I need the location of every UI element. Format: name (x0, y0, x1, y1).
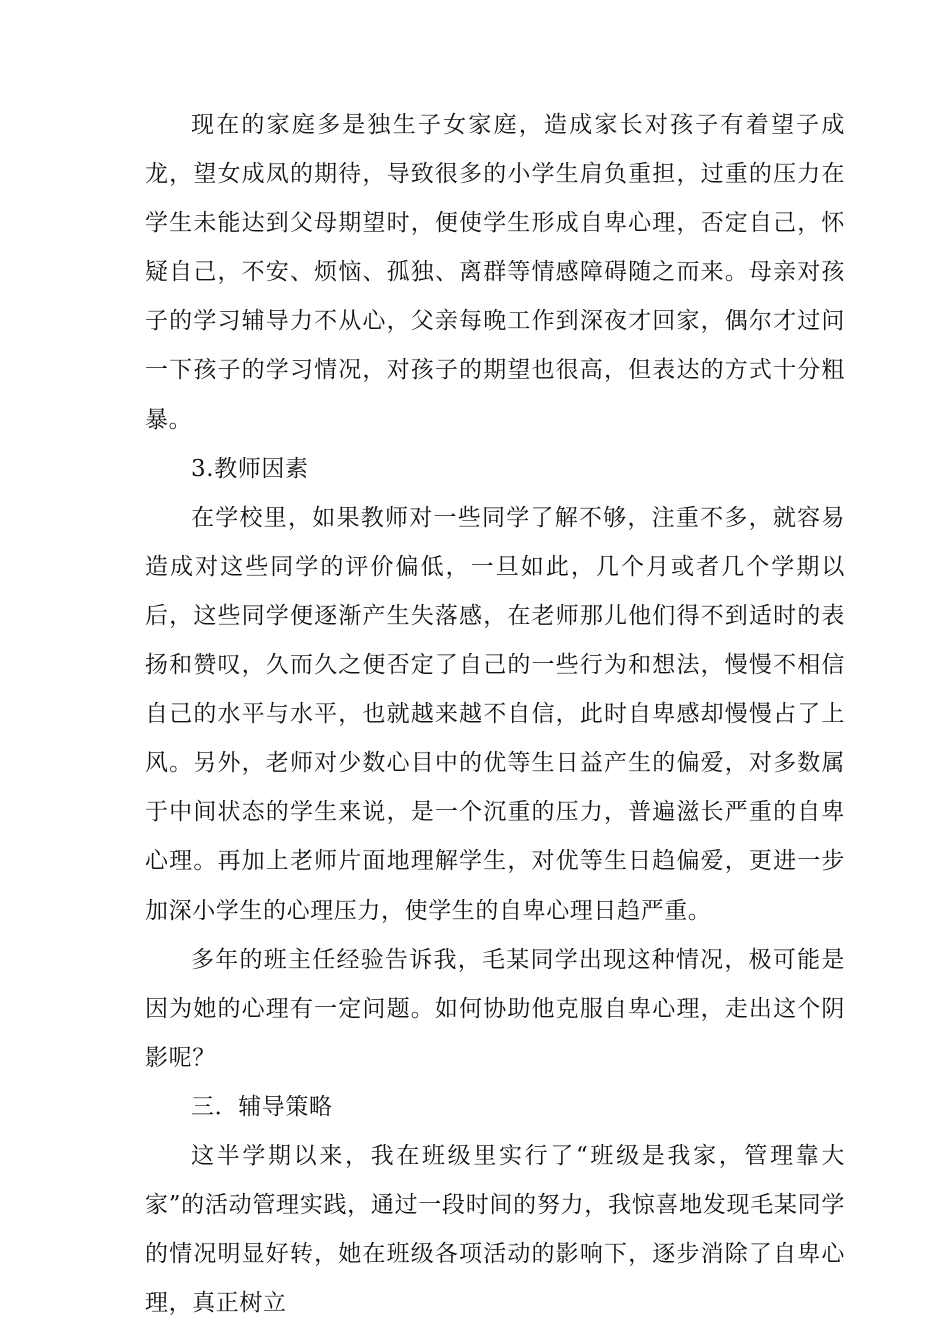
section-heading-teacher-factors: 3.教师因素 (191, 455, 309, 482)
section-heading-counseling-strategy: 三．辅导策略 (191, 1093, 333, 1120)
paragraph-family-factors: 现在的家庭多是独生子女家庭，造成家长对孩子有着望子成龙，望女成凤的期待，导致很多的小学生肩负重担，过重的压力在学生未能达到父母期望时，便使学生形成自卑心理，否定自己，怀疑自己，不安、烦恼、孤独、离群等情感障碍随之而来。母亲对孩子的学习辅导力不从心，父亲每晚工作到深夜才回家，偶尔才过问一下孩子的学习情况，对孩子的期望也很高，但表达的方式十分粗暴。 (145, 112, 845, 433)
paragraph-teacher-experience: 多年的班主任经验告诉我，毛某同学出现这种情况，极可能是因为她的心理有一定问题。如何协助他克服自卑心理，走出这个阴影呢？ (145, 946, 845, 1071)
paragraph-counseling-strategy: 这半学期以来，我在班级里实行了“班级是我家，管理靠大家”的活动管理实践，通过一段时间的努力，我惊喜地发现毛某同学的情况明显好转，她在班级各项活动的影响下，逐步消除了自卑心理，真正树立 (145, 1142, 845, 1317)
paragraph-teacher-factors: 在学校里，如果教师对一些同学了解不够，注重不多，就容易造成对这些同学的评价偏低，一旦如此，几个月或者几个学期以后，这些同学便逐渐产生失落感，在老师那儿他们得不到适时的表扬和赞叹，久而久之便否定了自己的一些行为和想法，慢慢不相信自己的水平与水平，也就越来越不自信，此时自卑感却慢慢占了上风。另外，老师对少数心目中的优等生日益产生的偏爱，对多数属于中间状态的学生来说，是一个沉重的压力，普遍滋长严重的自卑心理。再加上老师片面地理解学生，对优等生日趋偏爱，更进一步加深小学生的心理压力，使学生的自卑心理日趋严重。 (145, 504, 845, 924)
document-body (145, 101, 845, 1328)
